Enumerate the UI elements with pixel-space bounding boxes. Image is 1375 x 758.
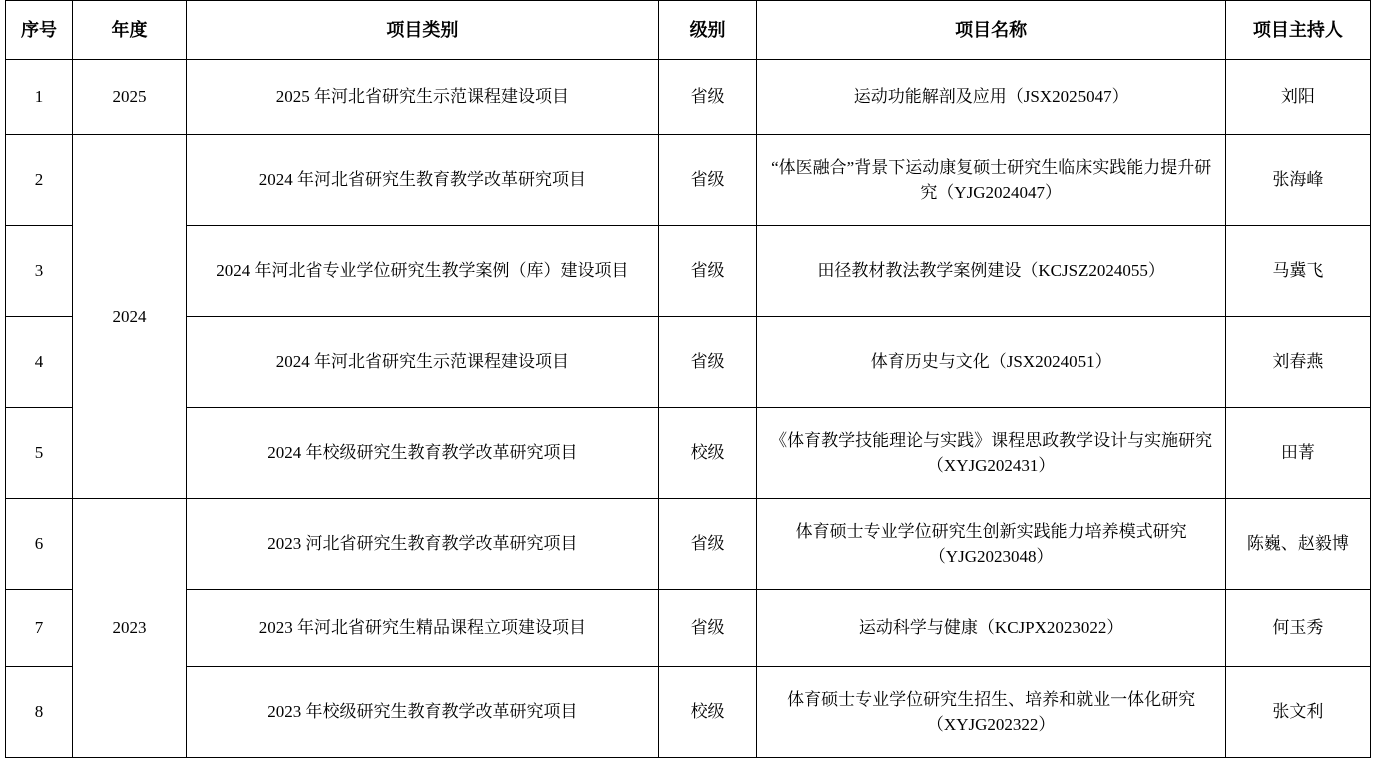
cell-level: 省级 <box>659 590 757 667</box>
cell-no: 7 <box>5 590 73 667</box>
cell-category: 2024 年河北省专业学位研究生教学案例（库）建设项目 <box>186 226 659 317</box>
table-row <box>5 60 1370 135</box>
cell-name: 《体育教学技能理论与实践》课程思政教学设计与实施研究（XYJG202431） <box>756 408 1225 499</box>
cell-host: 何玉秀 <box>1226 590 1370 667</box>
cell-name: 田径教材教法教学案例建设（KCJSZ2024055） <box>756 226 1225 317</box>
cell-no: 3 <box>5 226 73 317</box>
cell-no: 2 <box>5 135 73 226</box>
cell-year: 2025 <box>73 60 186 135</box>
column-header-category: 项目类别 <box>186 1 659 60</box>
cell-year: 2024 <box>73 135 186 499</box>
cell-level: 省级 <box>659 60 757 135</box>
column-header-host: 项目主持人 <box>1226 1 1370 60</box>
cell-category: 2024 年河北省研究生示范课程建设项目 <box>186 317 659 408</box>
cell-no: 1 <box>5 60 73 135</box>
column-header-no: 序号 <box>5 1 73 60</box>
cell-host: 张文利 <box>1226 667 1370 758</box>
cell-name: 运动科学与健康（KCJPX2023022） <box>756 590 1225 667</box>
cell-no: 6 <box>5 499 73 590</box>
cell-name: 体育硕士专业学位研究生创新实践能力培养模式研究（YJG2023048） <box>756 499 1225 590</box>
column-header-year: 年度 <box>73 1 186 60</box>
table-header-row <box>5 1 1370 60</box>
cell-no: 5 <box>5 408 73 499</box>
table-row <box>5 135 1370 226</box>
cell-host: 田菁 <box>1226 408 1370 499</box>
cell-no: 8 <box>5 667 73 758</box>
cell-level: 校级 <box>659 667 757 758</box>
cell-category: 2023 年校级研究生教育教学改革研究项目 <box>186 667 659 758</box>
cell-level: 省级 <box>659 135 757 226</box>
cell-category: 2023 河北省研究生教育教学改革研究项目 <box>186 499 659 590</box>
cell-category: 2024 年河北省研究生教育教学改革研究项目 <box>186 135 659 226</box>
cell-name: “体医融合”背景下运动康复硕士研究生临床实践能力提升研究（YJG2024047） <box>756 135 1225 226</box>
cell-host: 张海峰 <box>1226 135 1370 226</box>
cell-name: 运动功能解剖及应用（JSX2025047） <box>756 60 1225 135</box>
cell-host: 刘春燕 <box>1226 317 1370 408</box>
cell-category: 2024 年校级研究生教育教学改革研究项目 <box>186 408 659 499</box>
cell-level: 省级 <box>659 317 757 408</box>
cell-year: 2023 <box>73 499 186 758</box>
cell-level: 校级 <box>659 408 757 499</box>
cell-host: 马冀飞 <box>1226 226 1370 317</box>
table-row <box>5 317 1370 408</box>
cell-category: 2023 年河北省研究生精品课程立项建设项目 <box>186 590 659 667</box>
table-row <box>5 226 1370 317</box>
table-row <box>5 408 1370 499</box>
project-table <box>5 0 1371 758</box>
column-header-name: 项目名称 <box>756 1 1225 60</box>
cell-host: 陈巍、赵毅博 <box>1226 499 1370 590</box>
cell-no: 4 <box>5 317 73 408</box>
cell-level: 省级 <box>659 499 757 590</box>
column-header-level: 级别 <box>659 1 757 60</box>
table-body <box>5 60 1370 758</box>
cell-name: 体育历史与文化（JSX2024051） <box>756 317 1225 408</box>
cell-level: 省级 <box>659 226 757 317</box>
table-row <box>5 590 1370 667</box>
cell-category: 2025 年河北省研究生示范课程建设项目 <box>186 60 659 135</box>
table-row <box>5 667 1370 758</box>
cell-name: 体育硕士专业学位研究生招生、培养和就业一体化研究（XYJG202322） <box>756 667 1225 758</box>
table-row <box>5 499 1370 590</box>
table-header <box>5 1 1370 60</box>
cell-host: 刘阳 <box>1226 60 1370 135</box>
